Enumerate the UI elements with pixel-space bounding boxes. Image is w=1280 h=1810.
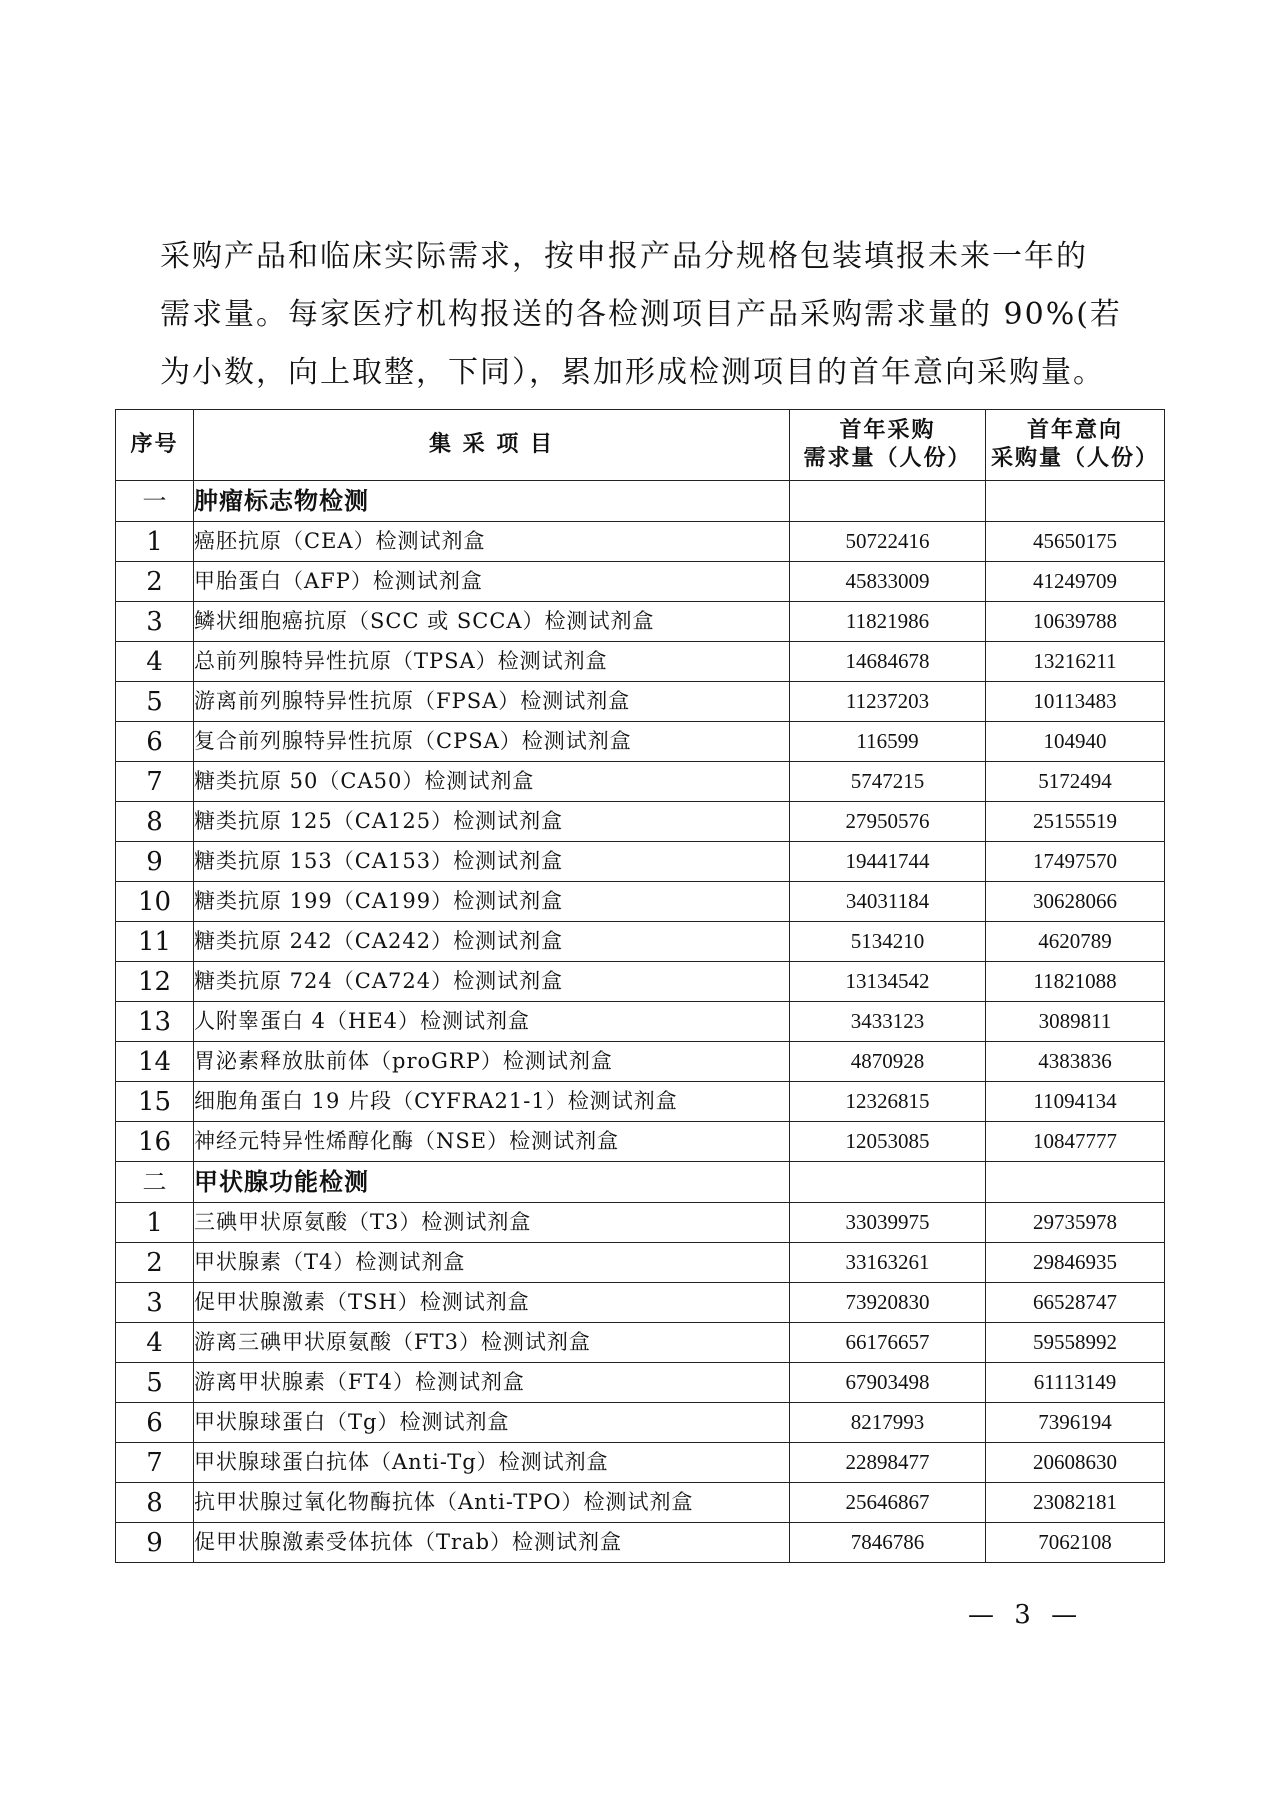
table-row bbox=[116, 762, 1165, 802]
item-name: 糖类抗原 153（CA153）检测试剂盒 bbox=[194, 842, 790, 882]
item-name: 糖类抗原 125（CA125）检测试剂盒 bbox=[194, 802, 790, 842]
item-name: 游离前列腺特异性抗原（FPSA）检测试剂盒 bbox=[194, 682, 790, 722]
item-name: 抗甲状腺过氧化物酶抗体（Anti-TPO）检测试剂盒 bbox=[194, 1483, 790, 1523]
demand-value: 4870928 bbox=[790, 1042, 986, 1082]
row-number: 16 bbox=[116, 1122, 194, 1162]
header-demand-line2: 需求量（人份） bbox=[803, 446, 972, 471]
row-number: 14 bbox=[116, 1042, 194, 1082]
demand-value: 12053085 bbox=[790, 1122, 986, 1162]
header-intent bbox=[986, 410, 1165, 481]
item-name: 糖类抗原 199（CA199）检测试剂盒 bbox=[194, 882, 790, 922]
item-name: 癌胚抗原（CEA）检测试剂盒 bbox=[194, 522, 790, 562]
intent-value: 41249709 bbox=[986, 562, 1165, 602]
item-name: 甲状腺素（T4）检测试剂盒 bbox=[194, 1243, 790, 1283]
table-row bbox=[116, 1363, 1165, 1403]
demand-value: 3433123 bbox=[790, 1002, 986, 1042]
intent-value: 61113149 bbox=[986, 1363, 1165, 1403]
intent-value: 5172494 bbox=[986, 762, 1165, 802]
table-row bbox=[116, 1523, 1165, 1563]
table-row bbox=[116, 1283, 1165, 1323]
demand-value: 73920830 bbox=[790, 1283, 986, 1323]
demand-value: 45833009 bbox=[790, 562, 986, 602]
section-empty-cell bbox=[790, 1162, 986, 1203]
intent-value: 11821088 bbox=[986, 962, 1165, 1002]
item-name: 甲状腺球蛋白抗体（Anti-Tg）检测试剂盒 bbox=[194, 1443, 790, 1483]
table-row bbox=[116, 682, 1165, 722]
table-row bbox=[116, 962, 1165, 1002]
section-empty-cell bbox=[986, 1162, 1165, 1203]
intro-line-1: 采购产品和临床实际需求，按申报产品分规格包装填报未来一年的 bbox=[160, 239, 1088, 274]
intent-value: 10639788 bbox=[986, 602, 1165, 642]
row-number: 6 bbox=[116, 722, 194, 762]
item-name: 游离甲状腺素（FT4）检测试剂盒 bbox=[194, 1363, 790, 1403]
demand-value: 33163261 bbox=[790, 1243, 986, 1283]
item-name: 糖类抗原 50（CA50）检测试剂盒 bbox=[194, 762, 790, 802]
row-number: 11 bbox=[116, 922, 194, 962]
item-name: 复合前列腺特异性抗原（CPSA）检测试剂盒 bbox=[194, 722, 790, 762]
item-name: 游离三碘甲状原氨酸（FT3）检测试剂盒 bbox=[194, 1323, 790, 1363]
row-number: 9 bbox=[116, 1523, 194, 1563]
row-number: 5 bbox=[116, 682, 194, 722]
demand-value: 116599 bbox=[790, 722, 986, 762]
header-intent-line1: 首年意向 bbox=[1026, 418, 1123, 443]
demand-value: 25646867 bbox=[790, 1483, 986, 1523]
row-number: 7 bbox=[116, 762, 194, 802]
table-row bbox=[116, 722, 1165, 762]
intent-value: 11094134 bbox=[986, 1082, 1165, 1122]
demand-value: 5134210 bbox=[790, 922, 986, 962]
row-number: 2 bbox=[116, 562, 194, 602]
row-number: 13 bbox=[116, 1002, 194, 1042]
item-name: 鳞状细胞癌抗原（SCC 或 SCCA）检测试剂盒 bbox=[194, 602, 790, 642]
demand-value: 34031184 bbox=[790, 882, 986, 922]
intent-value: 3089811 bbox=[986, 1002, 1165, 1042]
intent-value: 45650175 bbox=[986, 522, 1165, 562]
section-title: 肿瘤标志物检测 bbox=[194, 481, 790, 522]
section-title: 甲状腺功能检测 bbox=[194, 1162, 790, 1203]
row-number: 2 bbox=[116, 1243, 194, 1283]
intro-line-2: 需求量。每家医疗机构报送的各检测项目产品采购需求量的 90%(若 bbox=[160, 297, 1122, 332]
demand-value: 33039975 bbox=[790, 1203, 986, 1243]
item-name: 促甲状腺激素受体抗体（Trab）检测试剂盒 bbox=[194, 1523, 790, 1563]
section-number: 二 bbox=[116, 1162, 194, 1203]
row-number: 3 bbox=[116, 602, 194, 642]
demand-value: 13134542 bbox=[790, 962, 986, 1002]
row-number: 15 bbox=[116, 1082, 194, 1122]
row-number: 7 bbox=[116, 1443, 194, 1483]
section-row bbox=[116, 481, 1165, 522]
demand-value: 50722416 bbox=[790, 522, 986, 562]
demand-value: 14684678 bbox=[790, 642, 986, 682]
intent-value: 17497570 bbox=[986, 842, 1165, 882]
table-row bbox=[116, 1122, 1165, 1162]
intent-value: 25155519 bbox=[986, 802, 1165, 842]
header-item: 集 采 项 目 bbox=[194, 410, 790, 481]
intent-value: 30628066 bbox=[986, 882, 1165, 922]
demand-value: 11237203 bbox=[790, 682, 986, 722]
intent-value: 7062108 bbox=[986, 1523, 1165, 1563]
intent-value: 20608630 bbox=[986, 1443, 1165, 1483]
intro-paragraph bbox=[160, 228, 1140, 402]
row-number: 8 bbox=[116, 1483, 194, 1523]
row-number: 9 bbox=[116, 842, 194, 882]
intent-value: 4383836 bbox=[986, 1042, 1165, 1082]
table-row bbox=[116, 882, 1165, 922]
table-row bbox=[116, 1323, 1165, 1363]
table-row bbox=[116, 1443, 1165, 1483]
item-name: 三碘甲状原氨酸（T3）检测试剂盒 bbox=[194, 1203, 790, 1243]
demand-value: 22898477 bbox=[790, 1443, 986, 1483]
section-empty-cell bbox=[790, 481, 986, 522]
row-number: 8 bbox=[116, 802, 194, 842]
section-number: 一 bbox=[116, 481, 194, 522]
intent-value: 10847777 bbox=[986, 1122, 1165, 1162]
item-name: 甲胎蛋白（AFP）检测试剂盒 bbox=[194, 562, 790, 602]
table-row bbox=[116, 842, 1165, 882]
intent-value: 7396194 bbox=[986, 1403, 1165, 1443]
item-name: 胃泌素释放肽前体（proGRP）检测试剂盒 bbox=[194, 1042, 790, 1082]
header-demand-line1: 首年采购 bbox=[839, 418, 936, 443]
section-row bbox=[116, 1162, 1165, 1203]
item-name: 糖类抗原 724（CA724）检测试剂盒 bbox=[194, 962, 790, 1002]
row-number: 6 bbox=[116, 1403, 194, 1443]
item-name: 甲状腺球蛋白（Tg）检测试剂盒 bbox=[194, 1403, 790, 1443]
item-name: 神经元特异性烯醇化酶（NSE）检测试剂盒 bbox=[194, 1122, 790, 1162]
intent-value: 4620789 bbox=[986, 922, 1165, 962]
table-row bbox=[116, 1203, 1165, 1243]
page-number: — 3 — bbox=[968, 1600, 1084, 1630]
table-body bbox=[116, 481, 1165, 1563]
table-row bbox=[116, 1403, 1165, 1443]
table-row bbox=[116, 1002, 1165, 1042]
table-row bbox=[116, 522, 1165, 562]
row-number: 3 bbox=[116, 1283, 194, 1323]
item-name: 糖类抗原 242（CA242）检测试剂盒 bbox=[194, 922, 790, 962]
table-row bbox=[116, 1082, 1165, 1122]
row-number: 5 bbox=[116, 1363, 194, 1403]
item-name: 总前列腺特异性抗原（TPSA）检测试剂盒 bbox=[194, 642, 790, 682]
table-row bbox=[116, 1042, 1165, 1082]
table-row bbox=[116, 922, 1165, 962]
row-number: 4 bbox=[116, 1323, 194, 1363]
demand-value: 67903498 bbox=[790, 1363, 986, 1403]
header-intent-line2: 采购量（人份） bbox=[990, 446, 1159, 471]
demand-value: 7846786 bbox=[790, 1523, 986, 1563]
table-header-row bbox=[116, 410, 1165, 481]
header-seq: 序号 bbox=[116, 410, 194, 481]
demand-value: 11821986 bbox=[790, 602, 986, 642]
demand-value: 19441744 bbox=[790, 842, 986, 882]
row-number: 12 bbox=[116, 962, 194, 1002]
demand-value: 66176657 bbox=[790, 1323, 986, 1363]
table-row bbox=[116, 802, 1165, 842]
item-name: 人附睾蛋白 4（HE4）检测试剂盒 bbox=[194, 1002, 790, 1042]
intent-value: 10113483 bbox=[986, 682, 1165, 722]
table-row bbox=[116, 562, 1165, 602]
row-number: 4 bbox=[116, 642, 194, 682]
intent-value: 59558992 bbox=[986, 1323, 1165, 1363]
table-row bbox=[116, 602, 1165, 642]
demand-value: 12326815 bbox=[790, 1082, 986, 1122]
item-name: 细胞角蛋白 19 片段（CYFRA21-1）检测试剂盒 bbox=[194, 1082, 790, 1122]
procurement-table bbox=[115, 409, 1165, 1563]
table-row bbox=[116, 1483, 1165, 1523]
item-name: 促甲状腺激素（TSH）检测试剂盒 bbox=[194, 1283, 790, 1323]
demand-value: 5747215 bbox=[790, 762, 986, 802]
intent-value: 29735978 bbox=[986, 1203, 1165, 1243]
intent-value: 13216211 bbox=[986, 642, 1165, 682]
intent-value: 23082181 bbox=[986, 1483, 1165, 1523]
table-row bbox=[116, 642, 1165, 682]
intro-line-3: 为小数，向上取整，下同），累加形成检测项目的首年意向采购量。 bbox=[160, 355, 1105, 390]
row-number: 1 bbox=[116, 1203, 194, 1243]
intent-value: 66528747 bbox=[986, 1283, 1165, 1323]
header-demand bbox=[790, 410, 986, 481]
table-row bbox=[116, 1243, 1165, 1283]
section-empty-cell bbox=[986, 481, 1165, 522]
demand-value: 27950576 bbox=[790, 802, 986, 842]
intent-value: 104940 bbox=[986, 722, 1165, 762]
row-number: 10 bbox=[116, 882, 194, 922]
intent-value: 29846935 bbox=[986, 1243, 1165, 1283]
row-number: 1 bbox=[116, 522, 194, 562]
demand-value: 8217993 bbox=[790, 1403, 986, 1443]
